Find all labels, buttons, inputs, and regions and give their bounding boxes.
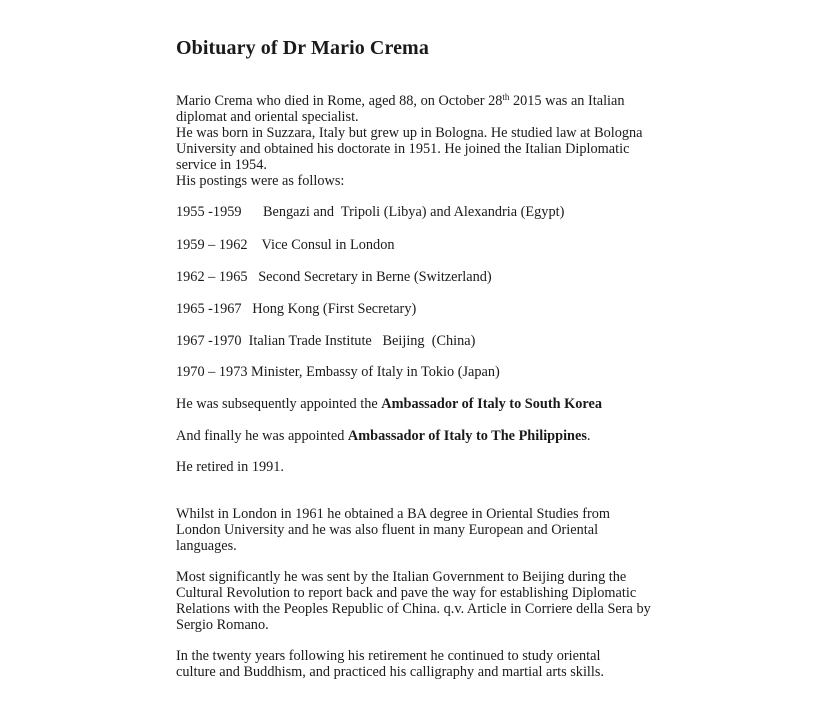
beijing-line-1: Most significantly he was sent by the Italian Government to Beijing during the xyxy=(176,569,627,585)
philippines-appointment: And finally he was appointed Ambassador of Italy to The Philippines. xyxy=(176,428,591,444)
retired-line: He retired in 1991. xyxy=(176,459,284,475)
intro-line-4: University and obtained his doctorate in 1951. He joined the Italian Diplomatic xyxy=(176,141,630,157)
london-line-3: languages. xyxy=(176,538,237,554)
posting-item: 1965 -1967 Hong Kong (First Secretary) xyxy=(176,301,417,317)
intro-paragraph xyxy=(176,93,776,189)
beijing-paragraph xyxy=(176,569,776,633)
posting-item: 1962 – 1965 Second Secretary in Berne (Switzerland) xyxy=(176,269,492,285)
london-paragraph xyxy=(176,506,776,554)
intro-line-2: diplomat and oriental specialist. xyxy=(176,109,359,125)
later-line-1: In the twenty years following his retirement he continued to study oriental xyxy=(176,648,601,664)
page-title: Obituary of Dr Mario Crema xyxy=(176,37,429,59)
posting-item: 1967 -1970 Italian Trade Institute Beijing (China) xyxy=(176,333,476,349)
later-line-2: culture and Buddhism, and practiced his calligraphy and martial arts skills. xyxy=(176,664,604,680)
intro-line-5: service in 1954. xyxy=(176,157,267,173)
posting-item: 1955 -1959 Bengazi and Tripoli (Libya) and Alexandria (Egypt) xyxy=(176,204,565,220)
beijing-line-3: Relations with the Peoples Republic of China. q.v. Article in Corriere della Sera by xyxy=(176,601,651,617)
intro-line-6: His postings were as follows: xyxy=(176,173,345,189)
intro-line-3: He was born in Suzzara, Italy but grew up in Bologna. He studied law at Bologna xyxy=(176,125,643,141)
london-line-2: London University and he was also fluent in many European and Oriental xyxy=(176,522,599,538)
posting-item: 1959 – 1962 Vice Consul in London xyxy=(176,237,395,253)
beijing-line-4: Sergio Romano. xyxy=(176,617,269,633)
posting-item: 1970 – 1973 Minister, Embassy of Italy in Tokio (Japan) xyxy=(176,364,500,380)
intro-line-1: Mario Crema who died in Rome, aged 88, on October 28th 2015 was an Italian xyxy=(176,92,625,109)
london-line-1: Whilst in London in 1961 he obtained a BA degree in Oriental Studies from xyxy=(176,506,610,522)
beijing-line-2: Cultural Revolution to report back and pave the way for establishing Diplomatic xyxy=(176,585,637,601)
later-life-paragraph xyxy=(176,648,776,680)
korea-appointment: He was subsequently appointed the Ambassador of Italy to South Korea xyxy=(176,396,602,412)
